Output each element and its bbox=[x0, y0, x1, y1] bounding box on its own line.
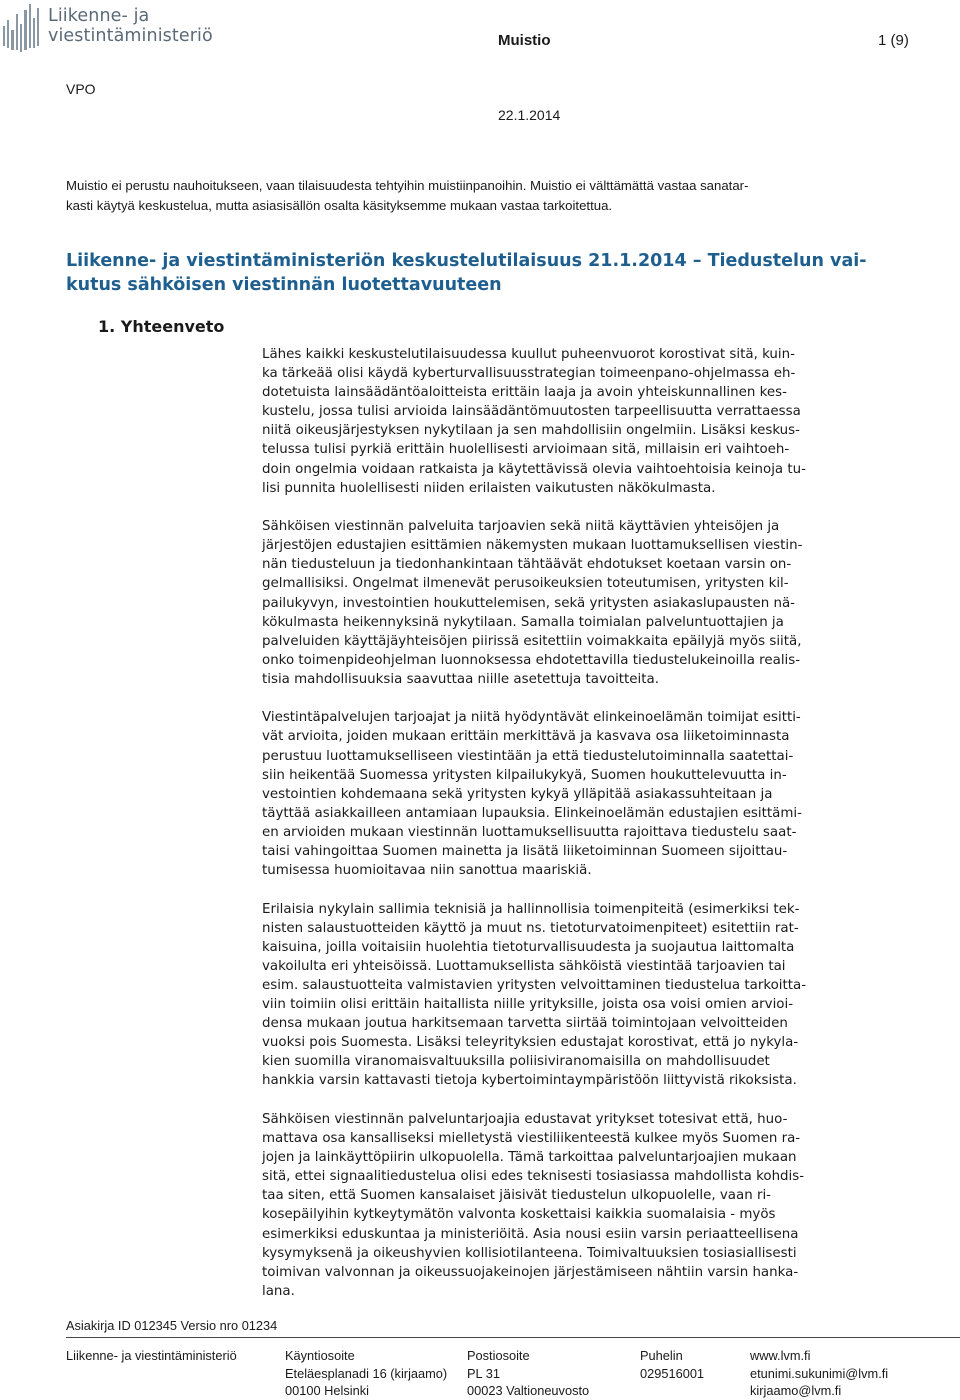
ministry-barcode-logo-icon bbox=[0, 0, 44, 64]
logo-line-1: Liikenne- ja bbox=[48, 6, 150, 26]
text-line: esimerkiksi eduskuntaa ja ministeriöitä. Asia nousi esiin varsin periaatteellisena bbox=[262, 1226, 799, 1242]
footer-text: 029516001 bbox=[640, 1365, 705, 1381]
page-number: 1 (9) bbox=[878, 32, 909, 49]
text-line: gelmallisiksi. Ongelmat ilmenevät perusoikeuksien toteutumisen, yritysten kil- bbox=[262, 576, 789, 592]
footer-text: Eteläesplanadi 16 (kirjaamo) bbox=[285, 1365, 448, 1381]
footer-email-link[interactable]: etunimi.sukunimi@lvm.fi bbox=[750, 1365, 889, 1381]
text-line: kosepäilyihin kytkeytymätön valvonta koskettaisi kaikkia suomalaisia - myös bbox=[262, 1207, 776, 1223]
logo-wordmark bbox=[48, 6, 213, 46]
text-line: Erilaisia nykylain sallimia teknisiä ja hallinnollisia toimenpiteitä (esimerkiksi tek- bbox=[262, 901, 800, 917]
text-line: taa siten, että Suomen kansalaiset jäisivät tiedustelun ulkopuolelle, vaan ri- bbox=[262, 1188, 772, 1204]
text-line: nisten salaustuotteiden käyttö ja muut ns. tietoturvatoimenpiteet) esitettiin rat- bbox=[262, 920, 799, 936]
text-line: vät arvioita, joiden mukaan erittäin merkittävä ja kasvava osa liiketoiminnasta bbox=[262, 729, 790, 745]
footer-text: Liikenne- ja viestintäministeriö bbox=[66, 1348, 237, 1363]
footer-web bbox=[750, 1347, 888, 1400]
text-line: en arvioiden mukaan viestinnän luottamuksellisuutta rajoittava tiedustelu saat- bbox=[262, 824, 797, 840]
document-id: Asiakirja ID 012345 Versio nro 01234 bbox=[66, 1318, 278, 1333]
text-line: kökulmasta heikennyksinä nykytilaan. Samalla toimialan palveluntuottajien ja bbox=[262, 614, 784, 630]
text-line: täyttää asiakkailleen antamiaan lupauksia. Elinkeinoelämän edustajien esittämi- bbox=[262, 805, 802, 821]
footer-postal-address bbox=[467, 1347, 589, 1400]
text-line: pailukyvyn, investointien houkuttelemisen, sekä yritysten asiakaslupausten nä- bbox=[262, 595, 795, 611]
disclaimer-line: Muistio ei perustu nauhoitukseen, vaan tilaisuudesta tehtyihin muistiinpanoihin. Muistio ei välttämättä vastaa sanatar- bbox=[66, 178, 749, 193]
text-line: vuoksi pois Suomesta. Lisäksi teleyrityksien edustajat korostivat, että jo nykyla- bbox=[262, 1035, 799, 1051]
footer-text: 00100 Helsinki bbox=[285, 1383, 369, 1398]
text-line: taisi vahingoittaa Suomen mainetta ja lisätä liiketoiminnan Suomeen sijoittau- bbox=[262, 844, 788, 860]
document-title bbox=[66, 249, 956, 297]
text-line: kysymyksenä ja oikeushyvien kollisiotilanteena. Toimivaltuuksien tosiasiallisesti bbox=[262, 1245, 797, 1261]
disclaimer bbox=[66, 176, 926, 215]
paragraph bbox=[262, 345, 902, 498]
text-line: Viestintäpalvelujen tarjoajat ja niitä hyödyntävät elinkeinoelämän toimijat esitti- bbox=[262, 710, 801, 726]
footer-label: Käyntiosoite bbox=[285, 1348, 355, 1363]
text-line: Sähköisen viestinnän palveluntarjoajia edustavat yritykset totesivat että, huo- bbox=[262, 1111, 788, 1127]
text-line: vakoilulta eri yhteisöissä. Luottamuksellista sähköistä viestintää tarjoavien tai bbox=[262, 958, 786, 974]
text-line: kustelu, jossa tulisi arvioida lainsäädäntömuutosten tarpeellisuutta verrattaessa bbox=[262, 404, 801, 420]
footer-phone bbox=[640, 1347, 704, 1382]
text-line: toimivan valvonnan ja oikeussuojakeinojen järjestämiseen nähtiin varsin hanka- bbox=[262, 1264, 799, 1280]
text-line: doin ongelmia voidaan ratkaista ja käytettävissä olevia vaihtoehtoisia keinoja tu- bbox=[262, 461, 806, 477]
text-line: lisi punnita huolellisesti niiden erilaisten vaikutusten näkökulmasta. bbox=[262, 480, 716, 496]
footer-text: PL 31 bbox=[467, 1365, 500, 1381]
ministry-logo bbox=[0, 0, 260, 64]
paragraph bbox=[262, 1110, 902, 1301]
text-line: nän tiedusteluun ja tiedonhankintaan tähtäävät ehdotukset koetaan varsin on- bbox=[262, 557, 792, 573]
text-line: densa mukaan joutua harkitsemaan tarvetta siirtää toimintojaan velvoitteiden bbox=[262, 1016, 788, 1032]
footer-visiting-address bbox=[285, 1347, 447, 1400]
text-line: hankkia varsin kattavasti tietoja kybertoimintaympäristöön liittyvistä rikoksista. bbox=[262, 1073, 797, 1089]
text-line: tumisessa huomioitavaa niin sanottua maariskiä. bbox=[262, 863, 592, 879]
text-line: tisia mahdollisuuksia saavuttaa niille asetettuja tavoitteita. bbox=[262, 671, 659, 687]
unit-code: VPO bbox=[66, 81, 96, 97]
footer-label: Postiosoite bbox=[467, 1348, 530, 1363]
text-line: Sähköisen viestinnän palveluita tarjoavien sekä niitä käyttävien yhteisöjen ja bbox=[262, 519, 780, 535]
footer-email-link[interactable]: kirjaamo@lvm.fi bbox=[750, 1383, 842, 1398]
text-line: järjestöjen edustajien esittämien näkemysten mukaan luottamuksellisen viestin- bbox=[262, 538, 803, 554]
text-line: ka tärkeää olisi käydä kyberturvallisuusstrategian toimeenpano-ohjelmassa eh- bbox=[262, 366, 796, 382]
title-line: Liikenne- ja viestintäministeriön keskustelutilaisuus 21.1.2014 – Tiedustelun vai- bbox=[66, 251, 867, 271]
text-line: dotetuista lainsäädäntöaloitteista erittäin laaja ja avoin yhteiskunnallinen kes- bbox=[262, 385, 787, 401]
text-line: lana. bbox=[262, 1283, 295, 1299]
text-line: vestointien kohdemaana sekä yritysten kykyä ylläpitää asiakassuhteitaan ja bbox=[262, 786, 773, 802]
text-line: viin toimiin olisi erittäin haitallista niille yrityksille, joista osa voisi omien arvioi- bbox=[262, 997, 794, 1013]
section-heading: 1. Yhteenveto bbox=[98, 317, 225, 336]
body-text bbox=[262, 345, 902, 1320]
disclaimer-line: kasti käytyä keskustelua, mutta asiasisällön osalta käsityksemme mukaan vastaa tarkoitettua. bbox=[66, 197, 613, 213]
footer-divider bbox=[66, 1337, 960, 1338]
footer-text: 00023 Valtioneuvosto bbox=[467, 1383, 590, 1398]
title-line: kutus sähköisen viestinnän luotettavuuteen bbox=[66, 275, 502, 295]
text-line: mattava osa kansalliseksi mielletystä viestiliikenteestä kulkee myös Suomen ra- bbox=[262, 1131, 801, 1147]
text-line: kaisuina, joilla voitaisiin huolehtia tietoturvallisuudesta ja suojautua laittomalta bbox=[262, 939, 795, 955]
text-line: kien suomilla viranomaisvaltuuksilla poliisiviranomaisilla on mahdollisuudet bbox=[262, 1054, 770, 1070]
text-line: onko toimenpideohjelman luonnoksessa ehdotettavilla tiedustelukeinoilla realis- bbox=[262, 652, 801, 668]
footer-organization bbox=[66, 1347, 237, 1365]
footer-label: Puhelin bbox=[640, 1348, 683, 1363]
text-line: telussa tulisi pyrkiä erittäin huolellisesti arvioimaan sitä, millaisin eri vaihtoeh- bbox=[262, 442, 790, 458]
text-line: sitä, ettei signaalitiedustelua olisi edes teknisesti tosiasiassa mahdollista kohdis- bbox=[262, 1169, 805, 1185]
text-line: palveluiden käyttäjäyhteisöjen piirissä esitettiin voimakkaita epäilyjä myös siitä, bbox=[262, 633, 802, 649]
text-line: perustuu luottamukselliseen viestintään ja että tiedustelutoiminnalla saatettai- bbox=[262, 748, 794, 764]
document-type: Muistio bbox=[498, 32, 551, 49]
paragraph bbox=[262, 900, 902, 1091]
text-line: jojen ja lainkäyttöpiirin ulkopuolella. Tämä tarkoittaa palveluntarjoajien mukaan bbox=[262, 1150, 797, 1166]
paragraph bbox=[262, 517, 902, 689]
text-line: niitä oikeusjärjestyksen nykytilaan ja sen mahdollisiin ongelmiin. Lisäksi keskus- bbox=[262, 423, 800, 439]
logo-line-2: viestintäministeriö bbox=[48, 26, 213, 46]
text-line: esim. salaustuotteita valmistavien yritysten velvoittaminen tiedustelua tarkoitta- bbox=[262, 977, 807, 993]
text-line: Lähes kaikki keskustelutilaisuudessa kuullut puheenvuorot korostivat sitä, kuin- bbox=[262, 347, 795, 362]
text-line: siin heikentää Suomessa yritysten kilpailukykyä, Suomen houkuttelevuutta in- bbox=[262, 767, 787, 783]
document-date: 22.1.2014 bbox=[498, 107, 561, 123]
paragraph bbox=[262, 708, 902, 880]
footer-website-link[interactable]: www.lvm.fi bbox=[750, 1348, 811, 1363]
